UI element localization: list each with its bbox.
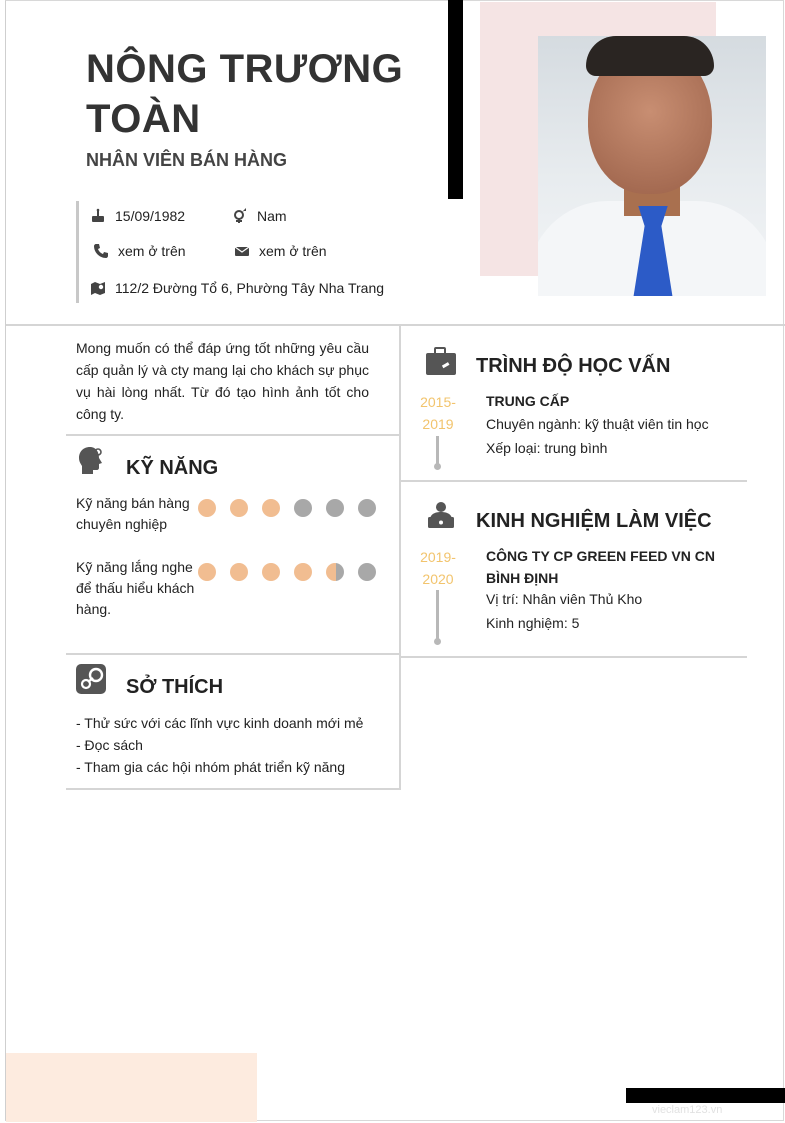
address-item <box>90 280 384 296</box>
education-year <box>416 391 460 435</box>
phone-value: xem ở trên <box>118 243 186 259</box>
experience-company-line: BÌNH ĐỊNH <box>486 570 559 586</box>
decorative-black-bar <box>448 0 463 199</box>
education-year-end: 2019 <box>422 416 454 432</box>
column-divider <box>399 326 401 790</box>
email-value: xem ở trên <box>259 243 327 259</box>
education-major: Chuyên ngành: kỹ thuật viên tin học <box>486 416 709 432</box>
briefcase-icon <box>425 346 457 376</box>
birthday-value: 15/09/1982 <box>115 208 186 224</box>
candidate-role: NHÂN VIÊN BÁN HÀNG <box>86 150 288 170</box>
address-value: 112/2 Đường Tổ 6, Phường Tây Nha Trang <box>115 280 385 296</box>
experience-year-end: 2020 <box>422 571 454 587</box>
objective-divider <box>66 434 400 436</box>
rating-dot <box>262 563 280 581</box>
rating-dot <box>198 563 216 581</box>
experience-title: KINH NGHIỆM LÀM VIỆC <box>476 510 712 532</box>
education-title: TRÌNH ĐỘ HỌC VẤN <box>476 355 671 377</box>
gender-value: Nam <box>257 208 287 224</box>
rating-dot <box>326 563 344 581</box>
experience-year-start: 2019- <box>420 549 456 565</box>
skills-divider <box>66 653 400 655</box>
rating-dot <box>262 499 280 517</box>
user-laptop-icon <box>425 500 457 530</box>
phone-icon <box>93 243 109 259</box>
experience-timeline-dot <box>434 638 441 645</box>
rating-dot <box>230 563 248 581</box>
cake-icon <box>90 208 106 224</box>
email-item <box>234 243 327 259</box>
education-timeline-dot <box>434 463 441 470</box>
hobby-item: - Đọc sách <box>76 737 143 753</box>
mail-icon <box>234 243 250 259</box>
hobbies-title: SỞ THÍCH <box>126 676 224 698</box>
rating-dot <box>294 563 312 581</box>
experience-timeline <box>436 590 439 640</box>
skill-label-2: Kỹ năng lắng nghe để thấu hiểu khách hàng. <box>76 559 195 617</box>
experience-company <box>486 545 715 589</box>
education-grade: Xếp loại: trung bình <box>486 440 608 456</box>
watermark: vieclam123.vn <box>652 1104 723 1116</box>
skill-rating-1 <box>198 499 376 517</box>
education-divider <box>401 480 747 482</box>
rating-dot <box>358 563 376 581</box>
experience-years: Kinh nghiệm: 5 <box>486 615 580 631</box>
education-year-start: 2015- <box>420 394 456 410</box>
candidate-name: NÔNG TRƯƠNG TOÀN <box>86 47 404 141</box>
rating-dot <box>326 499 344 517</box>
skill-rating-2 <box>198 563 376 581</box>
gender-item <box>232 208 287 224</box>
education-timeline <box>436 436 439 466</box>
decorative-black-bottom-bar <box>626 1088 785 1103</box>
gender-icon <box>232 208 248 224</box>
decorative-peach-block <box>6 1053 257 1122</box>
header-divider <box>6 324 785 326</box>
birthday-item <box>90 208 185 224</box>
rating-dot <box>294 499 312 517</box>
experience-company-line: CÔNG TY CP GREEN FEED VN CN <box>486 548 715 564</box>
steam-icon <box>76 664 108 694</box>
experience-year <box>416 546 460 590</box>
hobby-item: - Thử sức với các lĩnh vực kinh doanh mới mẻ <box>76 715 364 731</box>
experience-position: Vị trí: Nhân viên Thủ Kho <box>486 591 643 607</box>
rating-dot <box>358 499 376 517</box>
profile-photo <box>538 36 766 296</box>
skill-label-1: Kỹ năng bán hàng chuyên nghiệp <box>76 495 190 532</box>
head-icon <box>76 445 108 475</box>
rating-dot <box>230 499 248 517</box>
map-icon <box>90 280 106 296</box>
education-school: TRUNG CẤP <box>486 393 570 409</box>
hobby-item: - Tham gia các hội nhóm phát triển kỹ năng <box>76 759 346 775</box>
career-objective: Mong muốn có thể đáp ứng tốt những yêu cầu cấp quản lý và cty mang lại cho khách sự phục vụ hài lòng nhất. Từ đó tạo hình ảnh tốt cho công ty. <box>76 340 369 422</box>
skills-title: KỸ NĂNG <box>126 457 219 479</box>
hobby-list <box>76 712 363 778</box>
hobbies-divider <box>66 788 400 790</box>
personal-info <box>76 201 419 303</box>
phone-item <box>93 243 186 259</box>
experience-divider <box>401 656 747 658</box>
rating-dot <box>198 499 216 517</box>
